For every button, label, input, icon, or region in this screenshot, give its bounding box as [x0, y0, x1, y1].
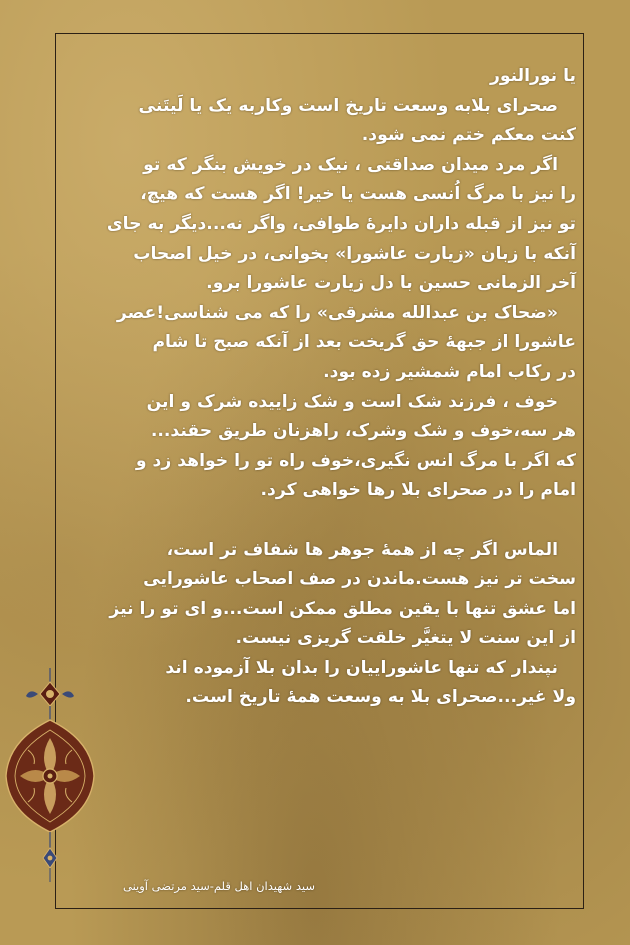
paragraph-6-line-1: نپندار که تنها عاشوراییان را بدان بلا آزموده اند [165, 657, 558, 678]
paragraph-2-line-1: اگر مرد میدان صداقتی ، نیک در خویش بنگر که تو [143, 154, 558, 175]
paragraph-5-line-2: سخت تر نیز هست.ماندن در صف اصحاب عاشورایی [143, 569, 576, 590]
paragraph-1-line-1: صحرای بلابه وسعت تاریخ است وکاربه یک یا لَیتَنی [138, 95, 558, 116]
islamic-arabesque-ornament-icon [0, 668, 100, 883]
paragraph-gap [64, 506, 576, 536]
poem-text [64, 62, 576, 713]
paragraph-5-line-4: از این سنت لا یتغیَّر خلقت گریزی نیست. [235, 628, 576, 649]
ornament-bottom-pendant [43, 832, 57, 882]
author-signature: سید شهیدان اهل قلم-سید مرتضی آوینی [123, 879, 315, 893]
paragraph-4-line-2: هر سه،خوف و شک وشرک، راهزنان طریق حقند... [150, 421, 576, 442]
paragraph-3-line-3: در رکاب امام شمشیر زده بود. [323, 361, 576, 382]
paragraph-2-line-4: آنکه با زبان «زیارت عاشورا» بخوانی، در خیل اصحاب [133, 243, 576, 264]
paragraph-3-line-1: «ضحاک بن عبدالله مشرقی» را که می شناسی!عصر [116, 302, 558, 323]
heading-line: یا نورالنور [489, 66, 576, 86]
paragraph-2-line-3: تو نیز از قبله داران دایرهٔ طوافی، واگر نه...دیگر به جای [106, 213, 576, 234]
paragraph-3-line-2: عاشورا از جبههٔ حق گریخت بعد از آنکه صبح تا شام [152, 332, 576, 353]
ornament-top-medallion [26, 668, 74, 720]
paragraph-1-line-2: کنت معکم ختم نمی شود. [361, 125, 576, 146]
paragraph-5-line-1: الماس اگر چه از همهٔ جوهر ها شفاف تر است، [166, 539, 558, 560]
paragraph-5-line-3: اما عشق تنها با یقین مطلق ممکن است...و ای تو را نیز [109, 598, 576, 619]
paragraph-2-line-2: را نیز با مرگ اُنسی هست یا خیر! اگر هست که هیچ، [140, 184, 576, 205]
paragraph-6-line-2: ولا غیر...صحرای بلا به وسعت همهٔ تاریخ است. [185, 687, 576, 708]
paragraph-4-line-4: امام را در صحرای بلا رها خواهی کرد. [260, 480, 576, 501]
paragraph-4-line-1: خوف ، فرزند شک است و شک زاییده شرک و این [146, 391, 558, 412]
ornament-main-medallion [6, 720, 94, 832]
paragraph-2-line-5: آخر الزمانی حسین با دل زیارت عاشورا برو. [206, 273, 576, 294]
paragraph-4-line-3: که اگر با مرگ انس نگیری،خوف راه تو را خواهد زد و [135, 450, 576, 471]
